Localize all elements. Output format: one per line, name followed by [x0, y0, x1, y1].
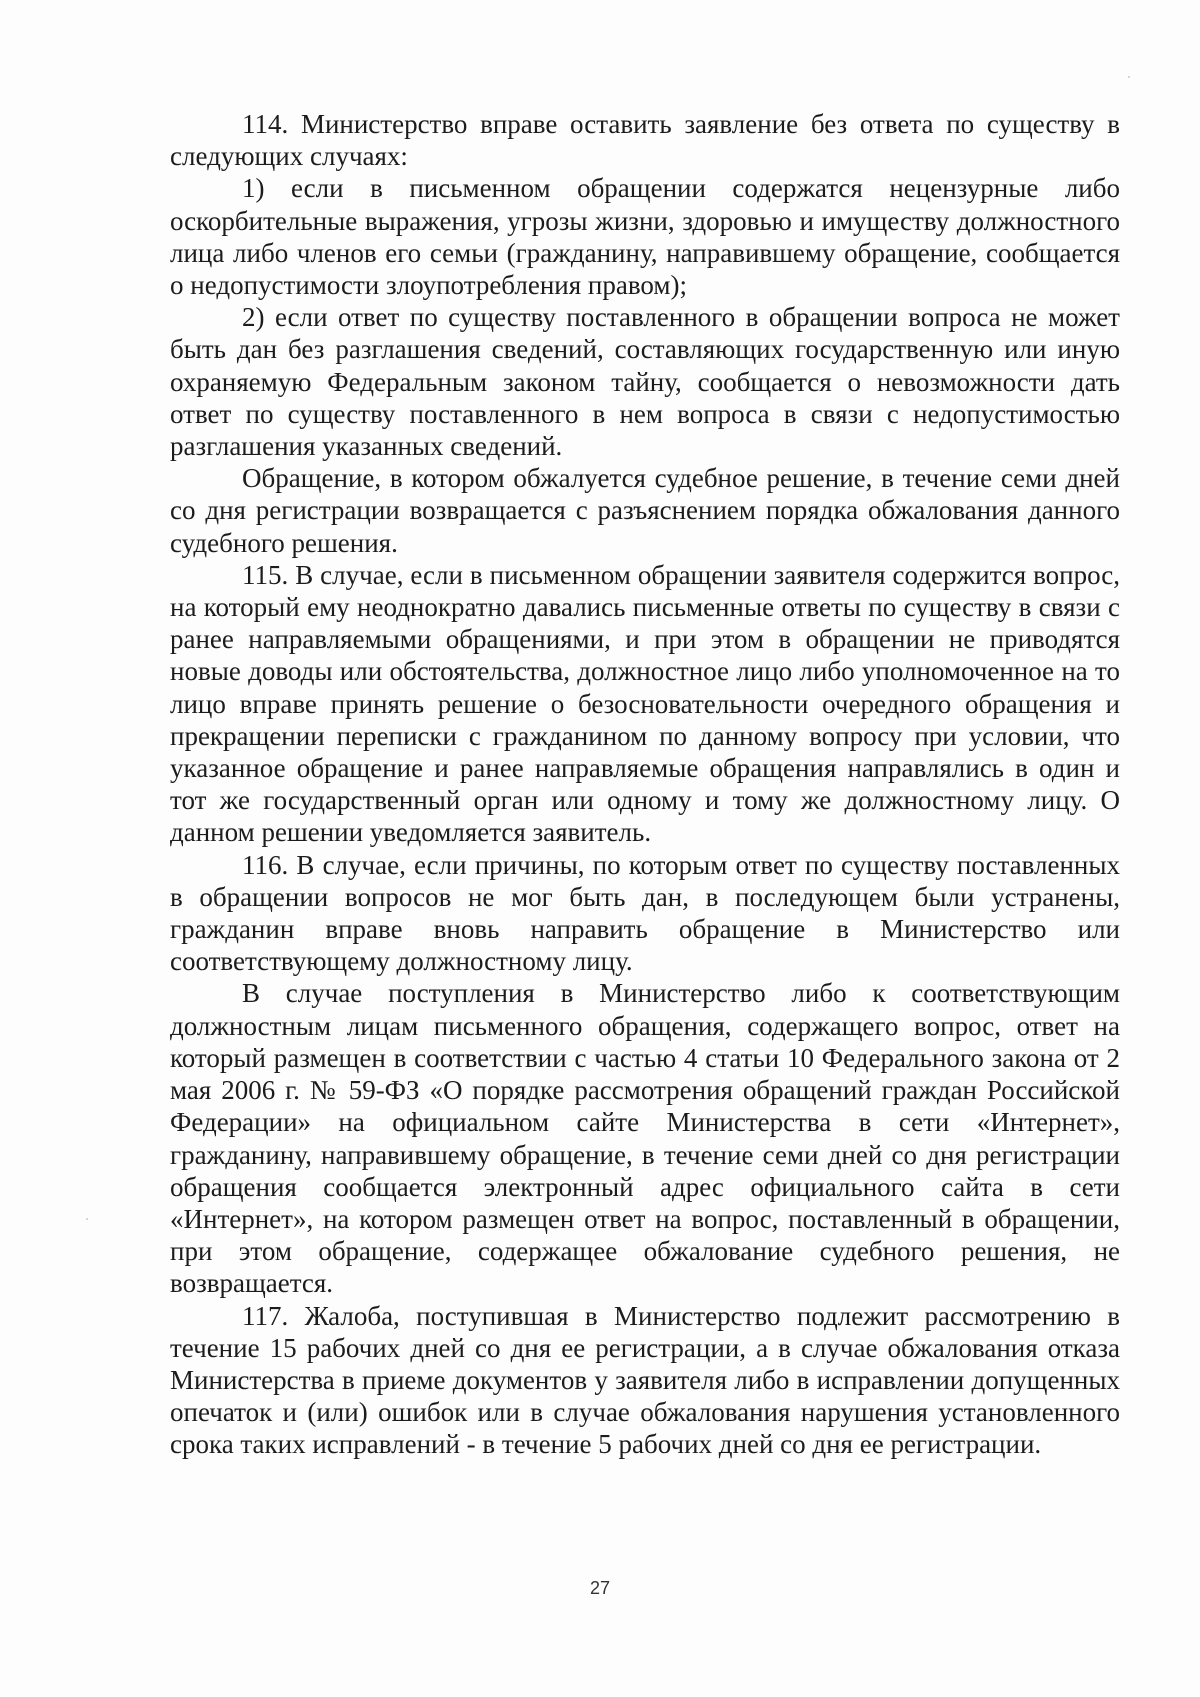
document-body: [170, 108, 1120, 1461]
paragraph-115: 115. В случае, если в письменном обращении заявителя содержится вопрос, на который ему неоднократно давались письменные ответы по существу в связи с ранее направляемыми обращениями, и при этом в обращении не приводятся новые доводы или обстоятельства, должностное лицо либо уполномоченное на то лицо вправе принять решение о безосновательности очередного обращения и прекращении переписки с гражданином по данному вопросу при условии, что указанное обращение и ранее направляемые обращения направлялись в один и тот же государственный орган или одному и тому же должностному лицу. О данном решении уведомляется заявитель.: [170, 559, 1120, 848]
paragraph-114: 114. Министерство вправе оставить заявление без ответа по существу в следующих случаях:: [170, 109, 1120, 172]
page-number: 27: [589, 1578, 611, 1598]
scan-speck: [1128, 76, 1130, 78]
paragraph-court-decision: Обращение, в котором обжалуется судебное решение, в течение семи дней со дня регистрации возвращается с разъяснением порядка обжалования данного судебного решения.: [170, 463, 1120, 558]
paragraph-116: 116. В случае, если причины, по которым ответ по существу поставленных в обращении вопросов не мог быть дан, в последующем были устранены, гражданин вправе вновь направить обращение в Министерство или соответствующему должностному лицу.: [170, 849, 1120, 977]
scan-speck: [86, 1218, 88, 1220]
paragraph-114-item-2: 2) если ответ по существу поставленного в обращении вопроса не может быть дан без разглашения сведений, составляющих государственную или иную охраняемую Федеральным законом тайну, сообщается о невозможности дать ответ по существу поставленного в нем вопроса в связи с недопустимостью разглашения указанных сведений.: [170, 302, 1120, 462]
paragraph-114-item-1: 1) если в письменном обращении содержатся нецензурные либо оскорбительные выражения, угрозы жизни, здоровью и имуществу должностного лица либо членов его семьи (гражданину, направившему обращение, сообщается о недопустимости злоупотребления правом);: [170, 173, 1120, 301]
paragraph-116-continued: В случае поступления в Министерство либо к соответствующим должностным лицам письменного обращения, содержащего вопрос, ответ на который размещен в соответствии с частью 4 статьи 10 Федерального закона от 2 мая 2006 г. № 59-ФЗ «О порядке рассмотрения обращений граждан Российской Федерации» на официальном сайте Министерства в сети «Интернет», гражданину, направившему обращение, в течение семи дней со дня регистрации обращения сообщается электронный адрес официального сайта в сети «Интернет», на котором размещен ответ на вопрос, поставленный в обращении, при этом обращение, содержащее обжалование судебного решения, не возвращается.: [170, 978, 1120, 1299]
paragraph-117: 117. Жалоба, поступившая в Министерство подлежит рассмотрению в течение 15 рабочих дней со дня ее регистрации, а в случае обжалования отказа Министерства в приеме документов у заявителя либо в исправлении допущенных опечаток и (или) ошибок или в случае обжалования нарушения установленного срока таких исправлений - в течение 5 рабочих дней со дня ее регистрации.: [170, 1300, 1120, 1460]
